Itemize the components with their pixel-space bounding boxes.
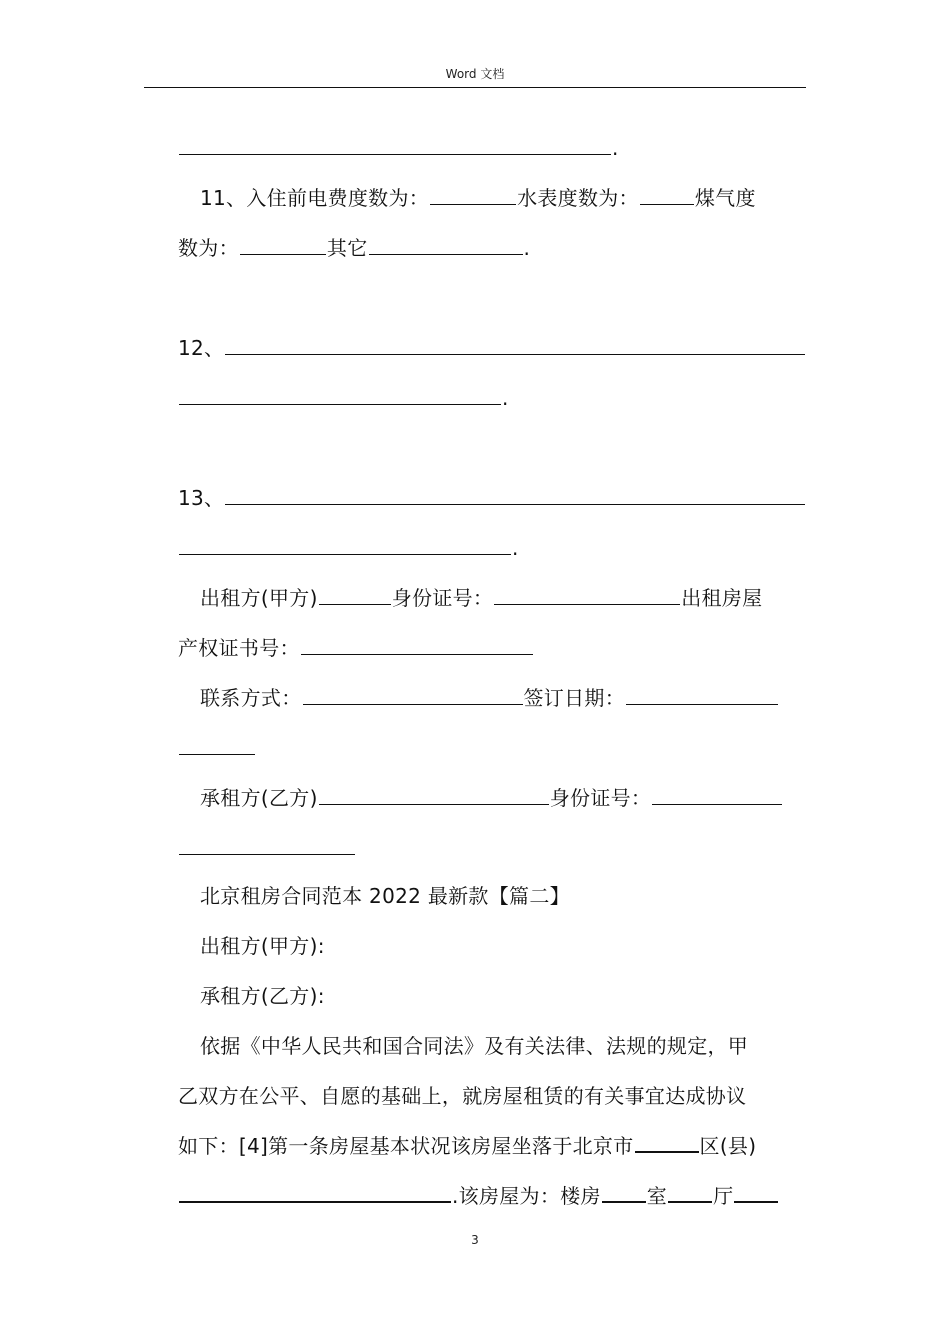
header-divider bbox=[144, 87, 806, 88]
fill-blank bbox=[301, 636, 533, 655]
text-line-lessor bbox=[200, 584, 762, 612]
fill-blank bbox=[635, 1133, 699, 1153]
text-line-11 bbox=[178, 734, 256, 762]
text-line-item-13 bbox=[178, 484, 806, 512]
fill-blank bbox=[369, 236, 523, 255]
text-segment: 厅 bbox=[713, 1184, 734, 1208]
text-segment: 其它 bbox=[326, 236, 368, 260]
text-line-3 bbox=[178, 234, 530, 262]
fill-blank bbox=[179, 1183, 451, 1203]
section-heading: 北京租房合同范本 2022 最新款【篇二】 bbox=[200, 884, 570, 908]
page-header: Word 文档 bbox=[445, 67, 505, 81]
fill-blank bbox=[225, 336, 805, 355]
text-line-18: 乙双方在公平、自愿的基础上，就房屋租赁的有关事宜达成协议 bbox=[178, 1084, 747, 1108]
text-line-lessor-2: 出租方(甲方): bbox=[200, 934, 325, 958]
text-segment: 产权证书号： bbox=[178, 636, 300, 660]
text-period: . bbox=[502, 386, 509, 410]
fill-blank bbox=[225, 486, 805, 505]
fill-blank bbox=[430, 186, 516, 205]
fill-blank bbox=[652, 786, 782, 805]
fill-blank bbox=[602, 1183, 646, 1203]
text-period: . bbox=[523, 236, 531, 260]
fill-blank bbox=[734, 1183, 778, 1203]
text-line-lessee-2: 承租方(乙方): bbox=[200, 984, 325, 1008]
text-segment: 出租方(甲方) bbox=[200, 586, 318, 610]
text-segment: 身份证号： bbox=[391, 586, 494, 610]
text-segment: 联系方式： bbox=[200, 686, 302, 710]
fill-blank bbox=[179, 736, 255, 755]
text-segment: .该房屋为：楼房 bbox=[452, 1184, 601, 1208]
fill-blank bbox=[303, 686, 523, 705]
text-line-17: 依据《中华人民共和国合同法》及有关法律、法规的规定，甲 bbox=[200, 1034, 749, 1058]
fill-blank bbox=[240, 236, 326, 255]
text-segment: 12、 bbox=[178, 336, 225, 360]
fill-blank bbox=[179, 386, 501, 405]
text-line-7 bbox=[178, 534, 519, 562]
page-number: 3 bbox=[471, 1233, 479, 1247]
text-segment: 水表度数为： bbox=[517, 186, 639, 210]
text-segment: 身份证号： bbox=[549, 786, 652, 810]
text-segment: 承租方(乙方) bbox=[200, 786, 318, 810]
text-segment: 出租房屋 bbox=[681, 586, 763, 610]
text-line-property-cert bbox=[178, 634, 534, 662]
text-segment: 煤气度 bbox=[694, 186, 756, 210]
text-segment: 区(县) bbox=[699, 1134, 757, 1158]
fill-blank bbox=[179, 136, 611, 155]
text-segment: 11、入住前电费度数为： bbox=[200, 186, 430, 210]
text-segment: 13、 bbox=[178, 486, 225, 510]
text-line-1 bbox=[178, 134, 619, 162]
text-segment: 如下：[4]第一条房屋基本状况该房屋坐落于北京市 bbox=[178, 1134, 634, 1158]
text-line-19 bbox=[178, 1132, 756, 1160]
fill-blank bbox=[319, 586, 391, 605]
text-segment: 签订日期： bbox=[523, 686, 625, 710]
text-period: . bbox=[612, 136, 619, 160]
fill-blank bbox=[179, 836, 355, 855]
text-segment: 室 bbox=[646, 1184, 668, 1208]
fill-blank bbox=[640, 186, 694, 205]
text-line-item-12 bbox=[178, 334, 806, 362]
text-line-13 bbox=[178, 834, 356, 862]
fill-blank bbox=[179, 536, 511, 555]
fill-blank bbox=[494, 586, 680, 605]
text-line-5 bbox=[178, 384, 509, 412]
text-line-lessee bbox=[200, 784, 783, 812]
fill-blank bbox=[319, 786, 549, 805]
fill-blank bbox=[668, 1183, 712, 1203]
text-segment: 数为： bbox=[178, 236, 239, 260]
text-line-20 bbox=[178, 1182, 779, 1210]
text-line-contact bbox=[200, 684, 779, 712]
text-line-item-11 bbox=[200, 184, 756, 212]
fill-blank bbox=[626, 686, 778, 705]
text-period: . bbox=[512, 536, 519, 560]
